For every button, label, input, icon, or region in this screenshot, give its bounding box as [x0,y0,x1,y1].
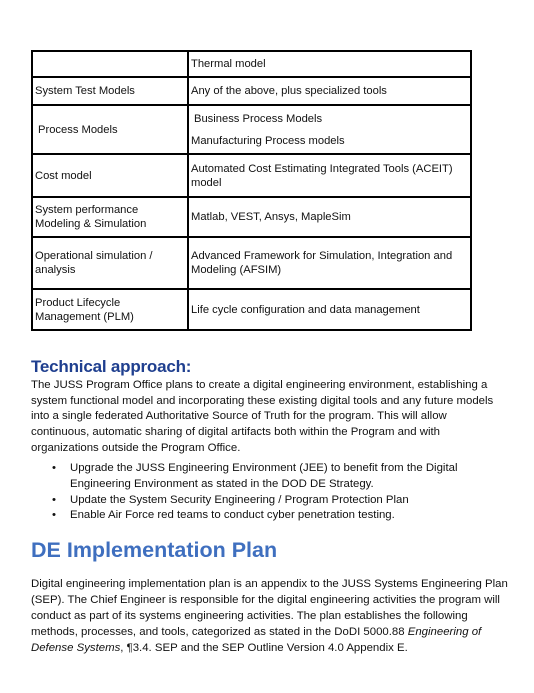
model-cell: Operational simulation / analysis [32,237,188,289]
table-row [32,51,471,77]
document-title-italic: Engineering of Defense Systems [31,625,482,654]
model-cell: System Test Models [32,77,188,105]
technical-approach-heading: Technical approach: [31,357,192,376]
model-cell: Process Models [32,105,188,154]
list-item: • Upgrade the JUSS Engineering Environment (JEE) to benefit from the Digital Engineering Environment as stated in the DOD DE Strategy. [52,462,458,490]
tool-cell: Thermal model [188,51,471,77]
technical-approach-list [50,461,510,524]
tool-cell: Automated Cost Estimating Integrated Tools (ACEIT) model [188,154,471,197]
model-cell: System performance Modeling & Simulation [32,197,188,237]
bullet-icon: • [52,509,56,522]
tool-cell: Life cycle configuration and data management [188,289,471,330]
table-row [32,237,471,289]
model-cell [32,51,188,77]
models-tools-table [31,50,472,331]
table-row [32,77,471,105]
tool-cell: Business Process Models Manufacturing Process models [188,105,471,154]
de-implementation-plan-heading: DE Implementation Plan [31,538,278,562]
table-row [32,289,471,330]
bullet-icon: • [52,493,56,506]
bullet-icon: • [52,462,56,474]
tool-cell: Advanced Framework for Simulation, Integration and Modeling (AFSIM) [188,237,471,289]
tool-cell: Matlab, VEST, Ansys, MapleSim [188,197,471,237]
table-row [32,105,471,154]
de-implementation-plan-paragraph: Digital engineering implementation plan is an appendix to the JUSS Systems Engineering Plan (SEP). The Chief Engineer is responsible for the digital engineering activities the program will conduct as part of its systems engineering activities. The plan establishes the following methods, processes, and tools, categorized as stated in the DoDI 5000.88 Engineering of Defense Systems, ¶3.4. SEP and the SEP Outline Version 4.0 Appendix E. [31,578,508,654]
list-item: • Update the System Security Engineering / Program Protection Plan [50,493,510,509]
model-cell: Product Lifecycle Management (PLM) [32,289,188,330]
technical-approach-paragraph: The JUSS Program Office plans to create a digital engineering environment, establishing a system functional model and incorporating these existing digital tools and any future models into a single federated Authoritative Source of Truth for the program. This will allow continuous, automatic sharing of digital artifacts both within the Program and with organizations outside the Program Office. [31,379,494,454]
table-row [32,154,471,197]
table-row [32,197,471,237]
model-cell: Cost model [32,154,188,197]
list-item: • Enable Air Force red teams to conduct cyber penetration testing. [50,508,510,524]
tool-cell: Any of the above, plus specialized tools [188,77,471,105]
